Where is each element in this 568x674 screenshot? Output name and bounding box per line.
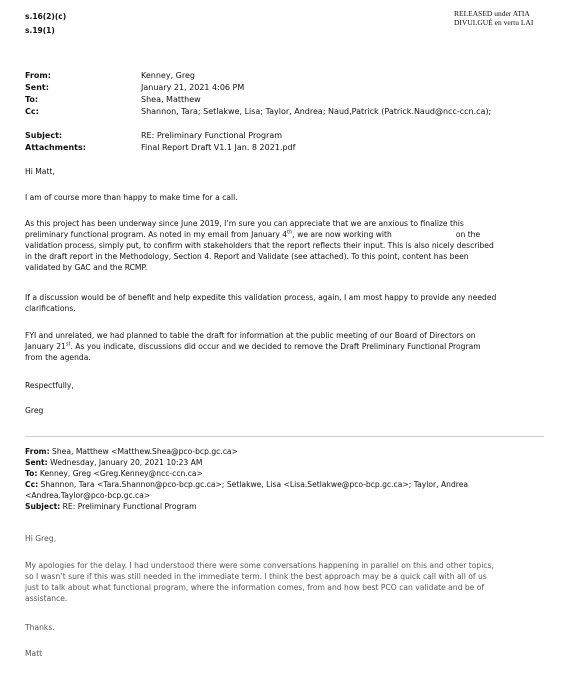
paragraph-3-line-2: clarifications. — [25, 304, 76, 313]
fwd-header — [25, 446, 468, 512]
fwd-cc-value-cont: <Andrea.Taylor@pco-bcp.gc.ca> — [25, 491, 151, 500]
closing-text: Respectfully, — [25, 381, 74, 390]
exemption-code-2: s.19(1) — [25, 26, 55, 35]
signature-text: Greg — [25, 406, 44, 415]
fwd-cc-value: Shannon, Tara <Tara.Shannon@pco-bcp.gc.ca>; Setlakwe, Lisa <Lisa.Setlakwe@pco-bcp.gc.ca>; Taylor, Andrea — [40, 480, 469, 489]
fwd-paragraph-1 — [25, 560, 545, 604]
release-stamp — [454, 9, 533, 27]
fwd-to-label: To: — [25, 469, 38, 478]
paragraph-2-line-1: As this project has been underway since June 2019, I’m sure you can appreciate that we are anxious to finalize this — [25, 219, 464, 228]
paragraph-1-text: I am of course more than happy to make time for a call. — [25, 193, 238, 202]
fwd-to-value: Kenney, Greg <Greg.Kenney@ncc-ccn.ca> — [39, 469, 203, 478]
paragraph-3-line-1: If a discussion would be of benefit and help expedite this validation process, again, I am most happy to provide any needed — [25, 293, 497, 302]
p4-text-a: January 21 — [25, 342, 66, 351]
paragraph-2-line-5: validated by GAC and the RCMP. — [25, 263, 148, 272]
to-value: Shea, Matthew — [141, 95, 201, 104]
message-divider — [25, 436, 544, 437]
fwd-cc-label: Cc: — [25, 480, 39, 489]
p2-text-b: , we are now working with — [292, 230, 392, 239]
greeting-text: Hi Matt, — [25, 167, 55, 176]
fwd-subject-value: RE: Preliminary Functional Program — [62, 502, 197, 511]
exemption-code-1: s.16(2)(c) — [25, 12, 67, 21]
greeting — [25, 166, 545, 177]
from-label: From: — [25, 71, 51, 80]
sent-value: January 21, 2021 4:06 PM — [141, 83, 245, 92]
fwd-from-value: Shea, Matthew <Matthew.Shea@pco-bcp.gc.ca> — [52, 447, 238, 456]
from-value: Kenney, Greg — [141, 71, 195, 80]
to-label: To: — [25, 95, 39, 104]
release-stamp-fr: DIVULGUÉ en vertu LAI — [454, 18, 534, 27]
subject-value: RE: Preliminary Functional Program — [141, 131, 283, 140]
signature — [25, 405, 545, 416]
attachment-link[interactable]: Final Report Draft V1.1 Jan. 8 2021.pdf — [141, 143, 296, 152]
sent-label: Sent: — [25, 83, 49, 92]
closing — [25, 380, 545, 391]
fwd-signature-text: Matt — [25, 649, 43, 658]
fwd-subject-label: Subject: — [25, 502, 61, 511]
fwd-from-label: From: — [25, 447, 50, 456]
fwd-sent-label: Sent: — [25, 458, 48, 467]
paragraph-2-line-4: in the draft report in the Methodology, Section 4. Report and Validate (see attached). To this point, content has been — [25, 252, 469, 261]
paragraph-2-line-3: validation process, simply put, to confirm with stakeholders that the report reflects their input. This is also nicely described — [25, 241, 494, 250]
paragraph-4-line-2 — [25, 341, 545, 352]
paragraph-1 — [25, 192, 545, 203]
cc-label: Cc: — [25, 107, 39, 116]
cc-value: Shannon, Tara; Setlakwe, Lisa; Taylor, Andrea; Naud,Patrick (Patrick.Naud@ncc-ccn.ca); — [141, 107, 492, 116]
fwd-paragraph-line-2: so I wasn’t sure if this was still needed in the immediate term. I think the best approach may be a quick call with all of us — [25, 572, 487, 581]
fwd-paragraph-line-4: assistance. — [25, 594, 68, 603]
p2-text-c: on the — [455, 230, 481, 239]
subject-label: Subject: — [25, 131, 63, 140]
fwd-thanks — [25, 622, 545, 633]
fwd-paragraph-line-1: My apologies for the delay. I had understood there were some conversations happening in parallel on this and other topics, — [25, 561, 494, 570]
paragraph-2 — [25, 218, 545, 273]
p4-superscript: st — [65, 341, 71, 348]
release-stamp-en: RELEASED under ATIA — [454, 9, 530, 18]
p4-text-b: . As you indicate, discussions did occur and we decided to remove the Draft Preliminary Functional Program — [70, 342, 481, 351]
fwd-greeting — [25, 533, 545, 544]
p2-superscript: th — [287, 229, 293, 236]
fwd-sent-value: Wednesday, January 20, 2021 10:23 AM — [50, 458, 203, 467]
paragraph-4-line-1: FYI and unrelated, we had planned to table the draft for information at the public meeting of our Board of Directors on — [25, 331, 476, 340]
fwd-signature — [25, 648, 545, 659]
paragraph-3 — [25, 292, 545, 314]
paragraph-2-line-2 — [25, 229, 545, 240]
attachments-label: Attachments: — [25, 143, 86, 152]
paragraph-4-line-3: from the agenda. — [25, 353, 91, 362]
fwd-greeting-text: Hi Greg, — [25, 534, 56, 543]
fwd-thanks-text: Thanks. — [25, 623, 55, 632]
p2-text-a: preliminary functional program. As noted in my email from January 4 — [25, 230, 288, 239]
paragraph-4 — [25, 330, 545, 363]
fwd-paragraph-line-3: just to talk about what functional program, where the information comes, from and how best PCO can validate and be of — [25, 583, 485, 592]
